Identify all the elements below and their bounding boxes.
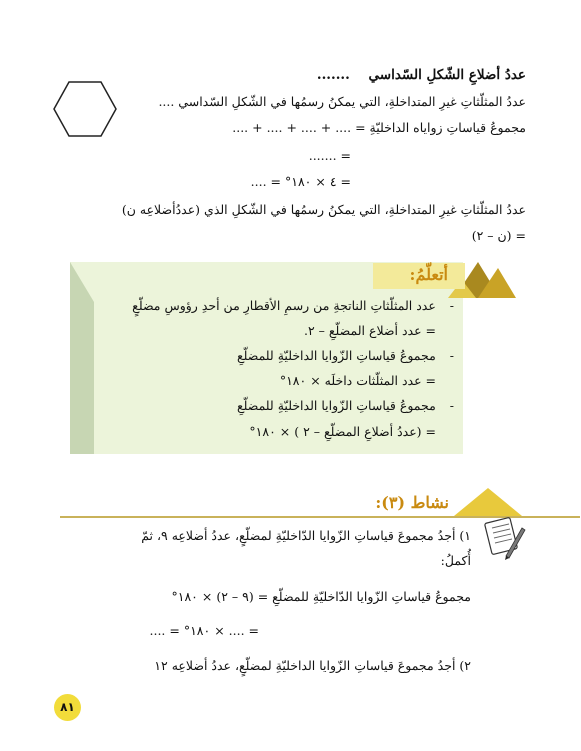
activity-q1-line1: ١) أجدُ مجموعَ قياساتِ الزّوايا الدّاخليّةِ لمضلّعٍ، عددُ أضلاعِه ٩، ثمّ xyxy=(141,528,471,543)
learn-item-1-line1: عدد المثلّثاتِ الناتجةِ من رسمِ الأقطارِ من أحدِ رؤوسِ مضلّعٍ xyxy=(132,298,436,313)
sub-line-5: عددُ المثلّثاتِ غيرِ المتداخلةِ، التي يمكنُ رسمُها في الشّكلِ الذي (عددُأضلاعِه ن) xyxy=(121,202,526,217)
section-title xyxy=(317,66,526,84)
sub-line-2: مجموعُ قياساتِ زواياه الداخليّةِ = .... + .... + .... + .... xyxy=(232,120,526,135)
learn-item-1-line2: = عدد أضلاع المضلّعِ – ٢. xyxy=(303,323,436,338)
learn-item-3-line2: = (عددُ أضلاعِ المضلّعِ – ٢ ) × ١٨٠° xyxy=(249,424,436,439)
activity-q1-line2: أُكملُ: xyxy=(440,553,471,568)
sub-line-3: = ....... xyxy=(308,148,351,163)
sub-line-6: = (ن – ٢) xyxy=(471,228,526,243)
sub-line-4: = ٤ × ١٨٠° = .... xyxy=(250,174,351,189)
section-title-dots: ....... xyxy=(316,67,350,83)
learn-item-3-line1: مجموعُ قياساتِ الزّوايا الداخليّةِ للمضلّعِ xyxy=(236,398,436,413)
learn-title: أتعلّمُ: xyxy=(409,265,448,284)
learn-item-2-bullet: - xyxy=(449,348,454,363)
activity-q1-line4: = .... × ١٨٠° = .... xyxy=(149,623,259,638)
learn-item-2-line1: مجموعُ قياساتِ الزّوايا الداخليّةِ للمضلّعِ xyxy=(236,348,436,363)
activity-header-triangle xyxy=(452,486,524,518)
section-title-text: عددُ أضلاعِ الشّكلِ السّداسي xyxy=(368,67,526,83)
sub-line-1: عددُ المثلّثاتِ غيرِ المتداخلةِ، التي يمكنُ رسمُها في الشّكلِ السّداسي .... xyxy=(158,94,526,109)
activity-q1-line3: مجموعُ قياساتِ الزّوايا الدّاخليّةِ للمضلّعِ = (٩ – ٢) × ١٨٠° xyxy=(171,589,471,604)
learn-item-3-bullet: - xyxy=(449,398,454,413)
hexagon-icon xyxy=(52,80,118,138)
learn-item-2-line2: = عدد المثلّثات داخلَه × ١٨٠° xyxy=(279,373,436,388)
learn-box-side-shade xyxy=(70,262,94,454)
page-number: ٨١ xyxy=(54,694,81,721)
learn-item-3 xyxy=(237,397,454,415)
learn-item-1-bullet: - xyxy=(449,298,454,313)
learn-item-2 xyxy=(237,347,454,365)
activity-title: نشاط (٣): xyxy=(375,493,449,512)
learn-item-1 xyxy=(132,297,454,315)
activity-q2-line1: ٢) أجدُ مجموعَ قياساتِ الزّوايا الداخليّةِ لمضلّعٍ، عددُ أضلاعِه ١٢ xyxy=(154,658,471,673)
notepad-pencil-icon xyxy=(476,516,526,560)
